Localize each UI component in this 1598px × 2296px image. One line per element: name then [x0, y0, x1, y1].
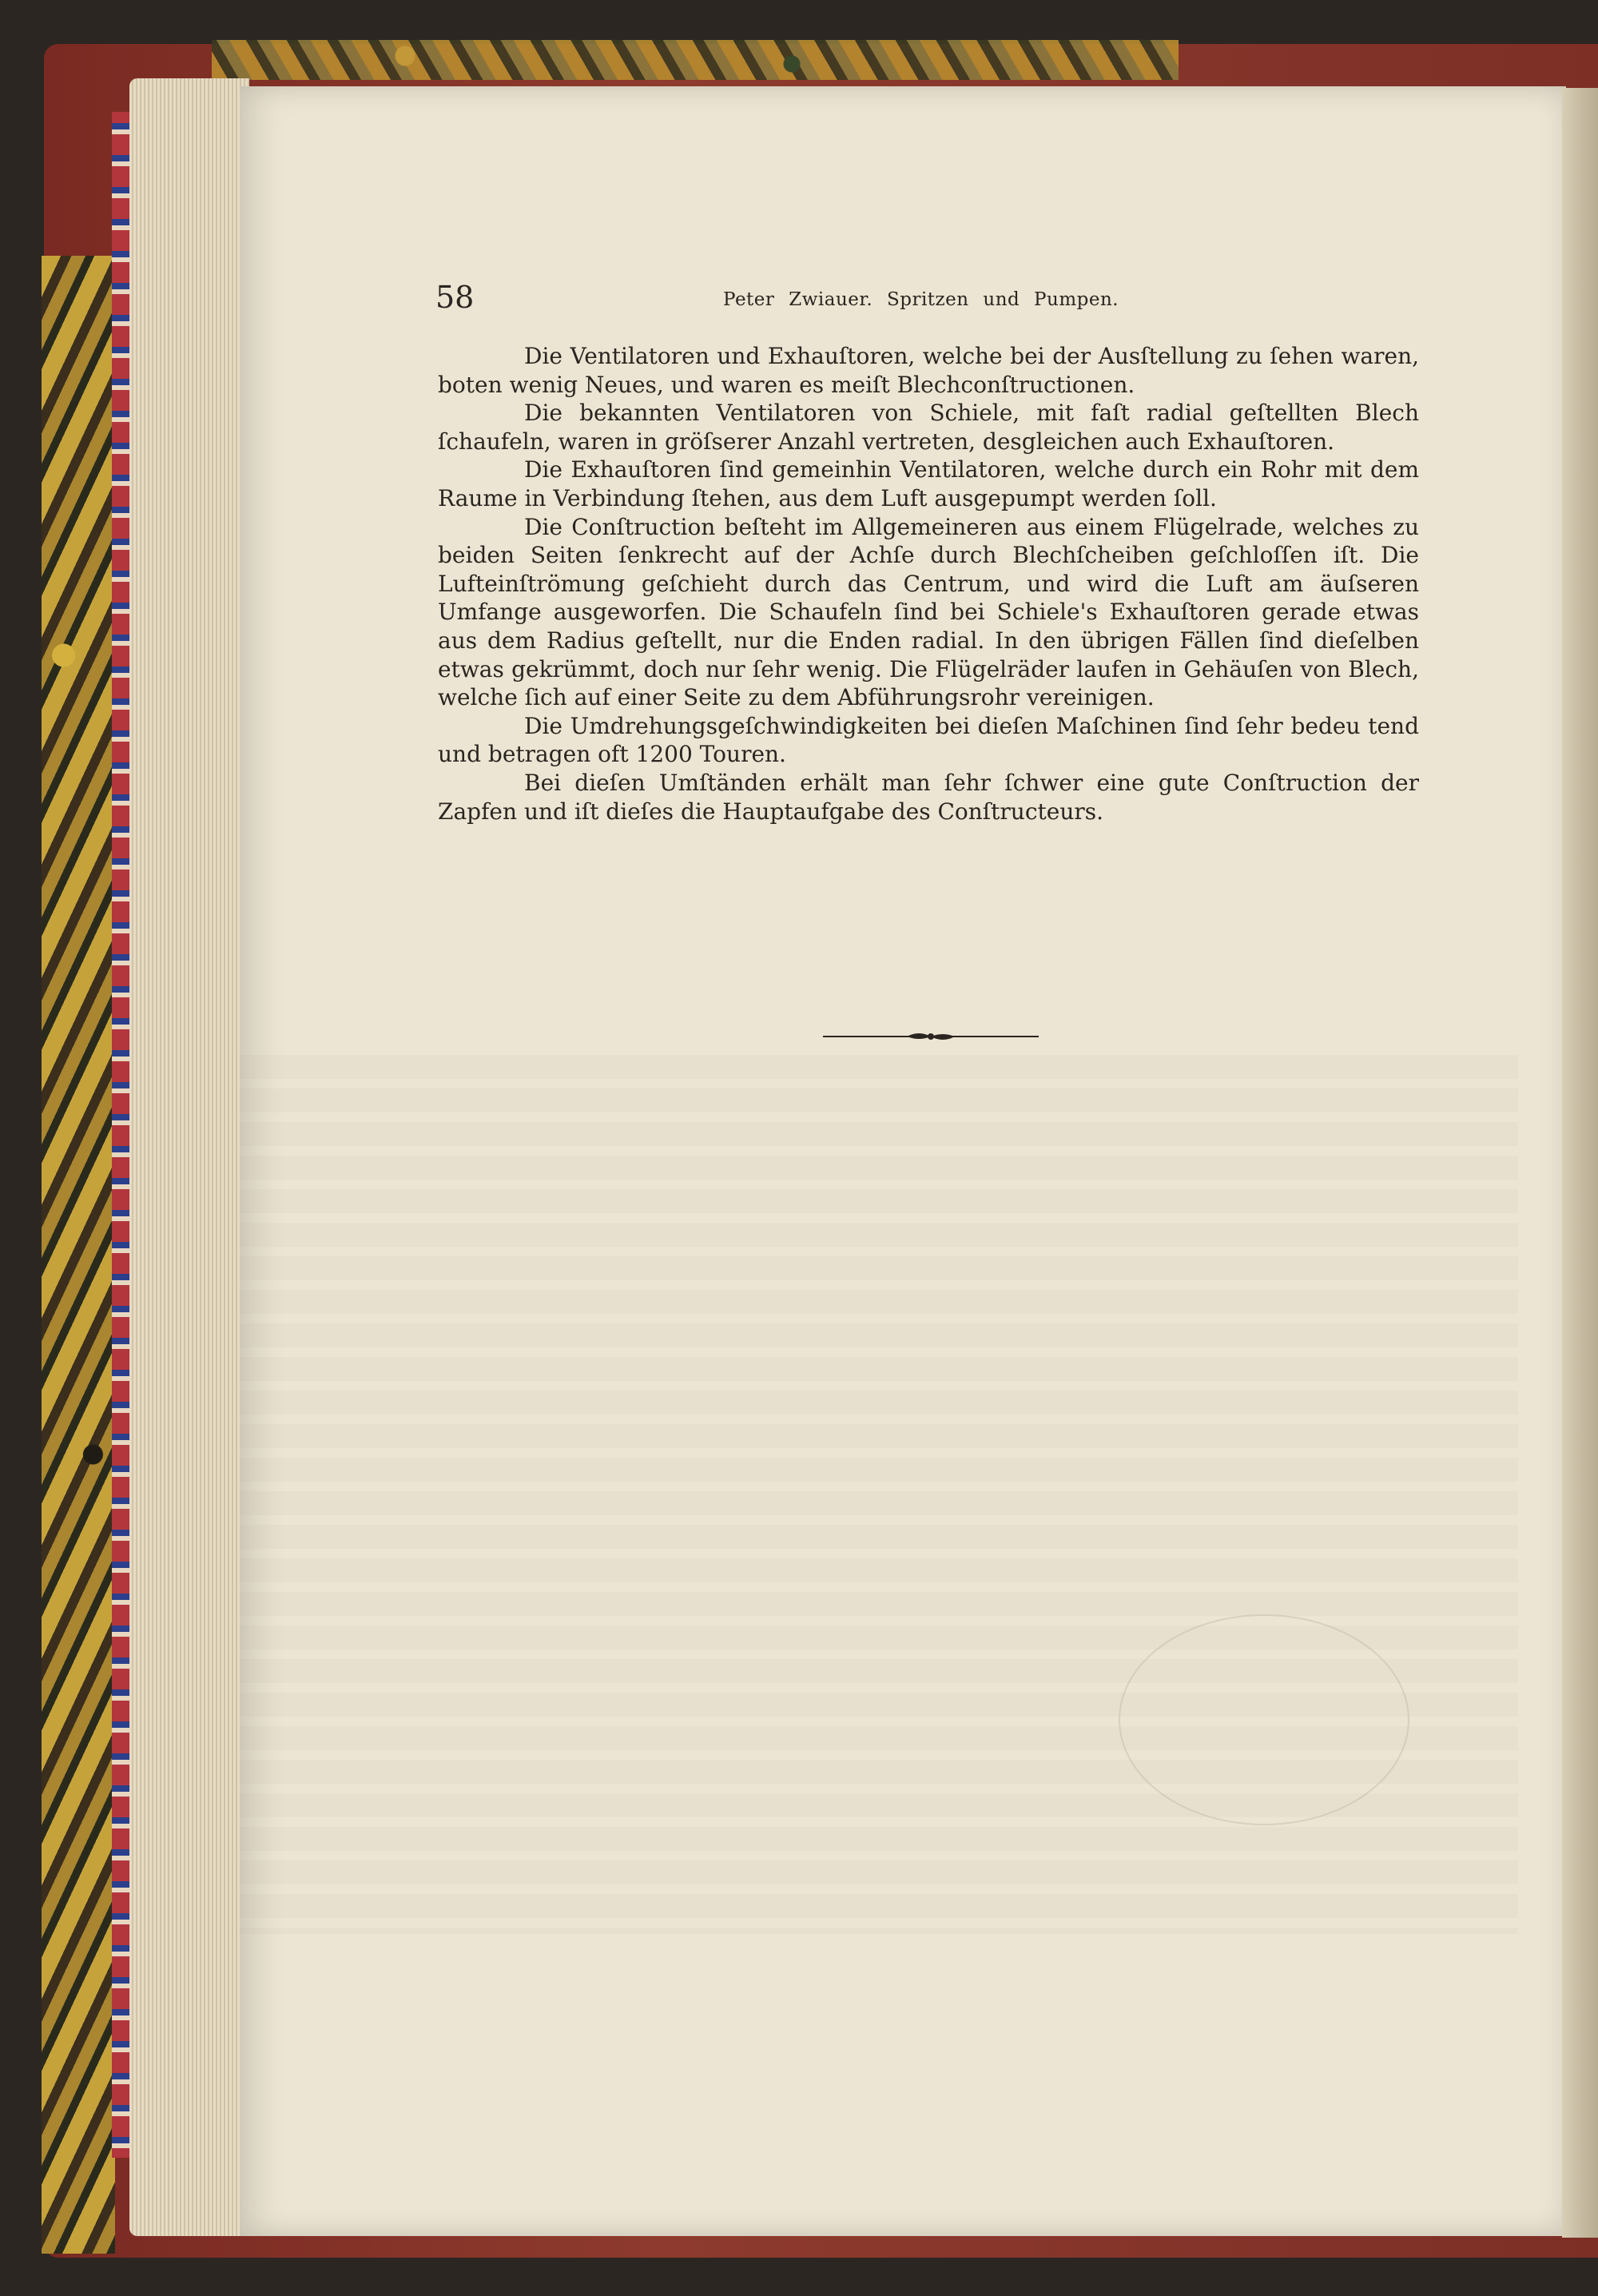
section-end-ornament-icon	[823, 1028, 1039, 1045]
paragraph: Die Umdrehungsgeſchwindigkeiten bei dieſen Maſchinen ſind ſehr bedeu tend und betragen oft 1200 Touren.	[438, 712, 1419, 768]
page-number: 58	[435, 280, 475, 315]
page-stack	[129, 78, 249, 2236]
paragraph: Die Ventilatoren und Exhauſtoren, welche bei der Ausſtellung zu ſehen waren, boten wenig Neues, und waren es meiſt Blechconſtructionen.	[438, 343, 1419, 398]
paragraph: Die bekannten Ventilatoren von Schiele, mit faſt radial geſtellten Blech ſchaufeln, waren in gröſserer Anzahl vertreten, desgleichen auch Exhauſtoren.	[438, 400, 1419, 455]
page-right-edge	[1562, 88, 1598, 2238]
marbled-book-edge	[42, 256, 115, 2254]
body-text	[438, 342, 1419, 826]
marbled-endpaper-top	[212, 40, 1179, 80]
paragraph: Die Exhauſtoren ſind gemeinhin Ventilatoren, welche durch ein Rohr mit dem Raume in Verbindung ſtehen, aus dem Luft ausgepumpt werden ſoll.	[438, 456, 1419, 511]
running-head: Peter Zwiauer. Spritzen und Pumpen.	[723, 289, 1119, 310]
page-header	[435, 280, 1418, 320]
paragraph: Die Conſtruction beſteht im Allgemeineren aus einem Flügelrade, welches zu beiden Seiten ſenkrecht auf der Achſe durch Blechſcheiben geſchloſſen iſt. Die Lufteinſtrömung geſchieht durch das Centrum, und wird die Luft am äuſseren Umfange ausgeworfen. Die Schaufeln ſind bei Schiele's Exhauſtoren gerade etwas aus dem Radius geſtellt, nur die Enden radial. In den übrigen Fällen ſind dieſelben etwas gekrümmt, doch nur ſehr wenig. Die Flügelräder laufen in Gehäuſen von Blech, welche ſich auf einer Seite zu dem Abführungsrohr vereinigen.	[438, 513, 1419, 711]
paragraph: Bei dieſen Umſtänden erhält man ſehr ſchwer eine gute Conſtruction der Zapfen und iſt dieſes die Hauptaufgabe des Conſtructeurs.	[438, 769, 1419, 825]
show-through-illustration	[1119, 1614, 1409, 1825]
